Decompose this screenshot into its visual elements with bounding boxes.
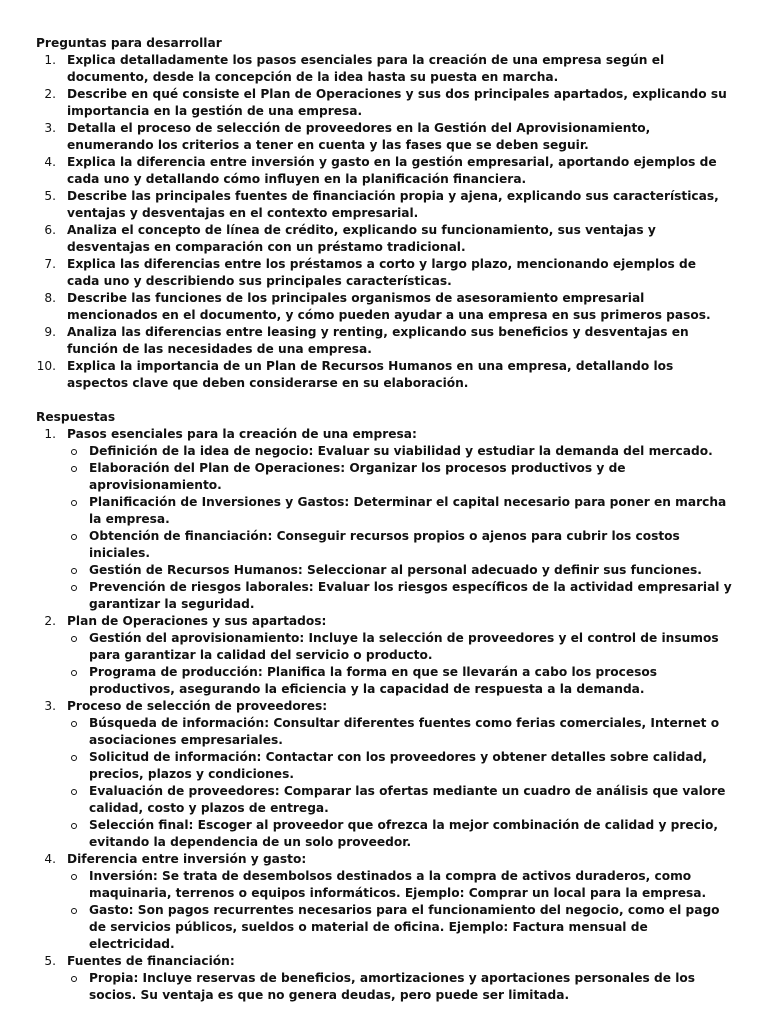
question-item	[36, 86, 732, 120]
question-item	[36, 256, 732, 290]
circle-bullet-icon	[71, 823, 77, 829]
answers-title: Respuestas	[36, 410, 116, 424]
question-item	[36, 290, 732, 324]
question-number: 8.	[44, 291, 56, 305]
answer-heading: Pasos esenciales para la creación de una empresa:	[67, 427, 417, 441]
question-item	[36, 324, 732, 358]
question-text: Describe las principales fuentes de financiación propia y ajena, explicando sus características, ventajas y desventajas en el contexto empresarial.	[67, 189, 719, 220]
question-number: 7.	[44, 257, 56, 271]
question-text: Analiza las diferencias entre leasing y renting, explicando sus beneficios y desventajas en función de las necesidades de una empresa.	[67, 325, 689, 356]
circle-bullet-icon	[71, 789, 77, 795]
answer-item	[36, 851, 732, 953]
answer-item	[36, 613, 732, 698]
answer-point-text: Gestión de Recursos Humanos: Seleccionar al personal adecuado y definir sus funciones.	[89, 563, 702, 577]
answer-point-text: Búsqueda de información: Consultar diferentes fuentes como ferias comerciales, Internet o asociaciones empresariales.	[89, 716, 720, 747]
questions-title: Preguntas para desarrollar	[36, 36, 222, 50]
question-number: 10.	[36, 359, 56, 373]
answer-point-text: Propia: Incluye reservas de beneficios, amortizaciones y aportaciones personales de los socios. Su ventaja es que no genera deudas, pero puede ser limitada.	[89, 971, 696, 1002]
question-number: 1.	[44, 53, 56, 67]
answer-point	[67, 494, 732, 528]
question-number: 3.	[44, 121, 56, 135]
answer-point	[67, 460, 732, 494]
answer-point	[67, 783, 732, 817]
answer-point-text: Gestión del aprovisionamiento: Incluye la selección de proveedores y el control de insumos para garantizar la calidad del servicio o producto.	[89, 631, 719, 662]
answer-point-text: Gasto: Son pagos recurrentes necesarios para el funcionamiento del negocio, como el pago de servicios públicos, sueldos o material de oficina. Ejemplo: Factura mensual de electricidad.	[89, 903, 720, 951]
question-number: 6.	[44, 223, 56, 237]
answer-point	[67, 443, 732, 460]
answer-point	[67, 562, 732, 579]
question-text: Analiza el concepto de línea de crédito, explicando su funcionamiento, sus ventajas y desventajas en comparación con un préstamo tradicional.	[67, 223, 656, 254]
answer-sublist	[67, 443, 732, 613]
question-number: 2.	[44, 87, 56, 101]
question-text: Describe las funciones de los principales organismos de asesoramiento empresarial mencionados en el documento, y cómo pueden ayudar a una empresa en sus primeros pasos.	[67, 291, 711, 322]
question-number: 4.	[44, 155, 56, 169]
circle-bullet-icon	[71, 466, 77, 472]
answer-point	[67, 868, 732, 902]
question-number: 5.	[44, 189, 56, 203]
circle-bullet-icon	[71, 755, 77, 761]
question-item	[36, 52, 732, 86]
answer-point	[67, 817, 732, 851]
answer-point-text: Definición de la idea de negocio: Evaluar su viabilidad y estudiar la demanda del mercado.	[89, 444, 713, 458]
answer-item	[36, 953, 732, 1004]
answer-point	[67, 902, 732, 953]
question-item	[36, 120, 732, 154]
answer-point-text: Selección final: Escoger al proveedor que ofrezca la mejor combinación de calidad y precio, evitando la dependencia de un solo proveedor.	[89, 818, 719, 849]
answer-point	[67, 715, 732, 749]
answer-point	[67, 970, 732, 1004]
circle-bullet-icon	[71, 670, 77, 676]
answer-point-text: Elaboración del Plan de Operaciones: Organizar los procesos productivos y de aprovisionamiento.	[89, 461, 626, 492]
answer-sublist	[67, 868, 732, 953]
question-item	[36, 188, 732, 222]
answer-point-text: Planificación de Inversiones y Gastos: Determinar el capital necesario para poner en marcha la empresa.	[89, 495, 727, 526]
answer-heading: Proceso de selección de proveedores:	[67, 699, 328, 713]
answer-point	[67, 630, 732, 664]
answer-point-text: Evaluación de proveedores: Comparar las ofertas mediante un cuadro de análisis que valore calidad, costo y plazos de entrega.	[89, 784, 726, 815]
circle-bullet-icon	[71, 976, 77, 982]
question-text: Detalla el proceso de selección de proveedores en la Gestión del Aprovisionamiento, enumerando los criterios a tener en cuenta y las fases que se deben seguir.	[67, 121, 651, 152]
circle-bullet-icon	[71, 874, 77, 880]
answer-number: 2.	[44, 614, 56, 628]
question-item	[36, 358, 732, 392]
answer-point	[67, 579, 732, 613]
answer-point	[67, 664, 732, 698]
answer-sublist	[67, 970, 732, 1004]
answer-point-text: Inversión: Se trata de desembolsos destinados a la compra de activos duraderos, como maquinaria, terrenos o equipos informáticos. Ejemplo: Comprar un local para la empresa.	[89, 869, 707, 900]
answer-sublist	[67, 630, 732, 698]
answer-point-text: Solicitud de información: Contactar con los proveedores y obtener detalles sobre calidad, precios, plazos y condiciones.	[89, 750, 707, 781]
answer-point-text: Obtención de financiación: Conseguir recursos propios o ajenos para cubrir los costos iniciales.	[89, 529, 680, 560]
answer-point	[67, 528, 732, 562]
question-text: Describe en qué consiste el Plan de Operaciones y sus dos principales apartados, explicando su importancia en la gestión de una empresa.	[67, 87, 727, 118]
circle-bullet-icon	[71, 908, 77, 914]
answer-point-text: Programa de producción: Planifica la forma en que se llevarán a cabo los procesos productivos, asegurando la eficiencia y la capacidad de respuesta a la demanda.	[89, 665, 657, 696]
circle-bullet-icon	[71, 500, 77, 506]
answer-number: 1.	[44, 427, 56, 441]
circle-bullet-icon	[71, 568, 77, 574]
answer-point-text: Prevención de riesgos laborales: Evaluar los riesgos específicos de la actividad empresarial y garantizar la seguridad.	[89, 580, 732, 611]
answer-number: 3.	[44, 699, 56, 713]
circle-bullet-icon	[71, 534, 77, 540]
question-item	[36, 154, 732, 188]
questions-list	[36, 52, 732, 392]
answer-heading: Fuentes de financiación:	[67, 954, 235, 968]
answer-item	[36, 426, 732, 613]
circle-bullet-icon	[71, 585, 77, 591]
answer-sublist	[67, 715, 732, 851]
question-item	[36, 222, 732, 256]
question-text: Explica la importancia de un Plan de Recursos Humanos en una empresa, detallando los aspectos clave que deben considerarse en su elaboración.	[67, 359, 674, 390]
circle-bullet-icon	[71, 449, 77, 455]
question-text: Explica detalladamente los pasos esenciales para la creación de una empresa según el documento, desde la concepción de la idea hasta su puesta en marcha.	[67, 53, 665, 84]
answer-number: 4.	[44, 852, 56, 866]
question-number: 9.	[44, 325, 56, 339]
circle-bullet-icon	[71, 721, 77, 727]
answer-item	[36, 698, 732, 851]
question-text: Explica las diferencias entre los préstamos a corto y largo plazo, mencionando ejemplos de cada uno y describiendo sus principales características.	[67, 257, 697, 288]
answer-point	[67, 749, 732, 783]
question-text: Explica la diferencia entre inversión y gasto en la gestión empresarial, aportando ejemplos de cada uno y detallando cómo influyen en la planificación financiera.	[67, 155, 717, 186]
circle-bullet-icon	[71, 636, 77, 642]
answer-heading: Plan de Operaciones y sus apartados:	[67, 614, 327, 628]
answer-heading: Diferencia entre inversión y gasto:	[67, 852, 307, 866]
answers-list	[36, 426, 732, 1004]
answer-number: 5.	[44, 954, 56, 968]
